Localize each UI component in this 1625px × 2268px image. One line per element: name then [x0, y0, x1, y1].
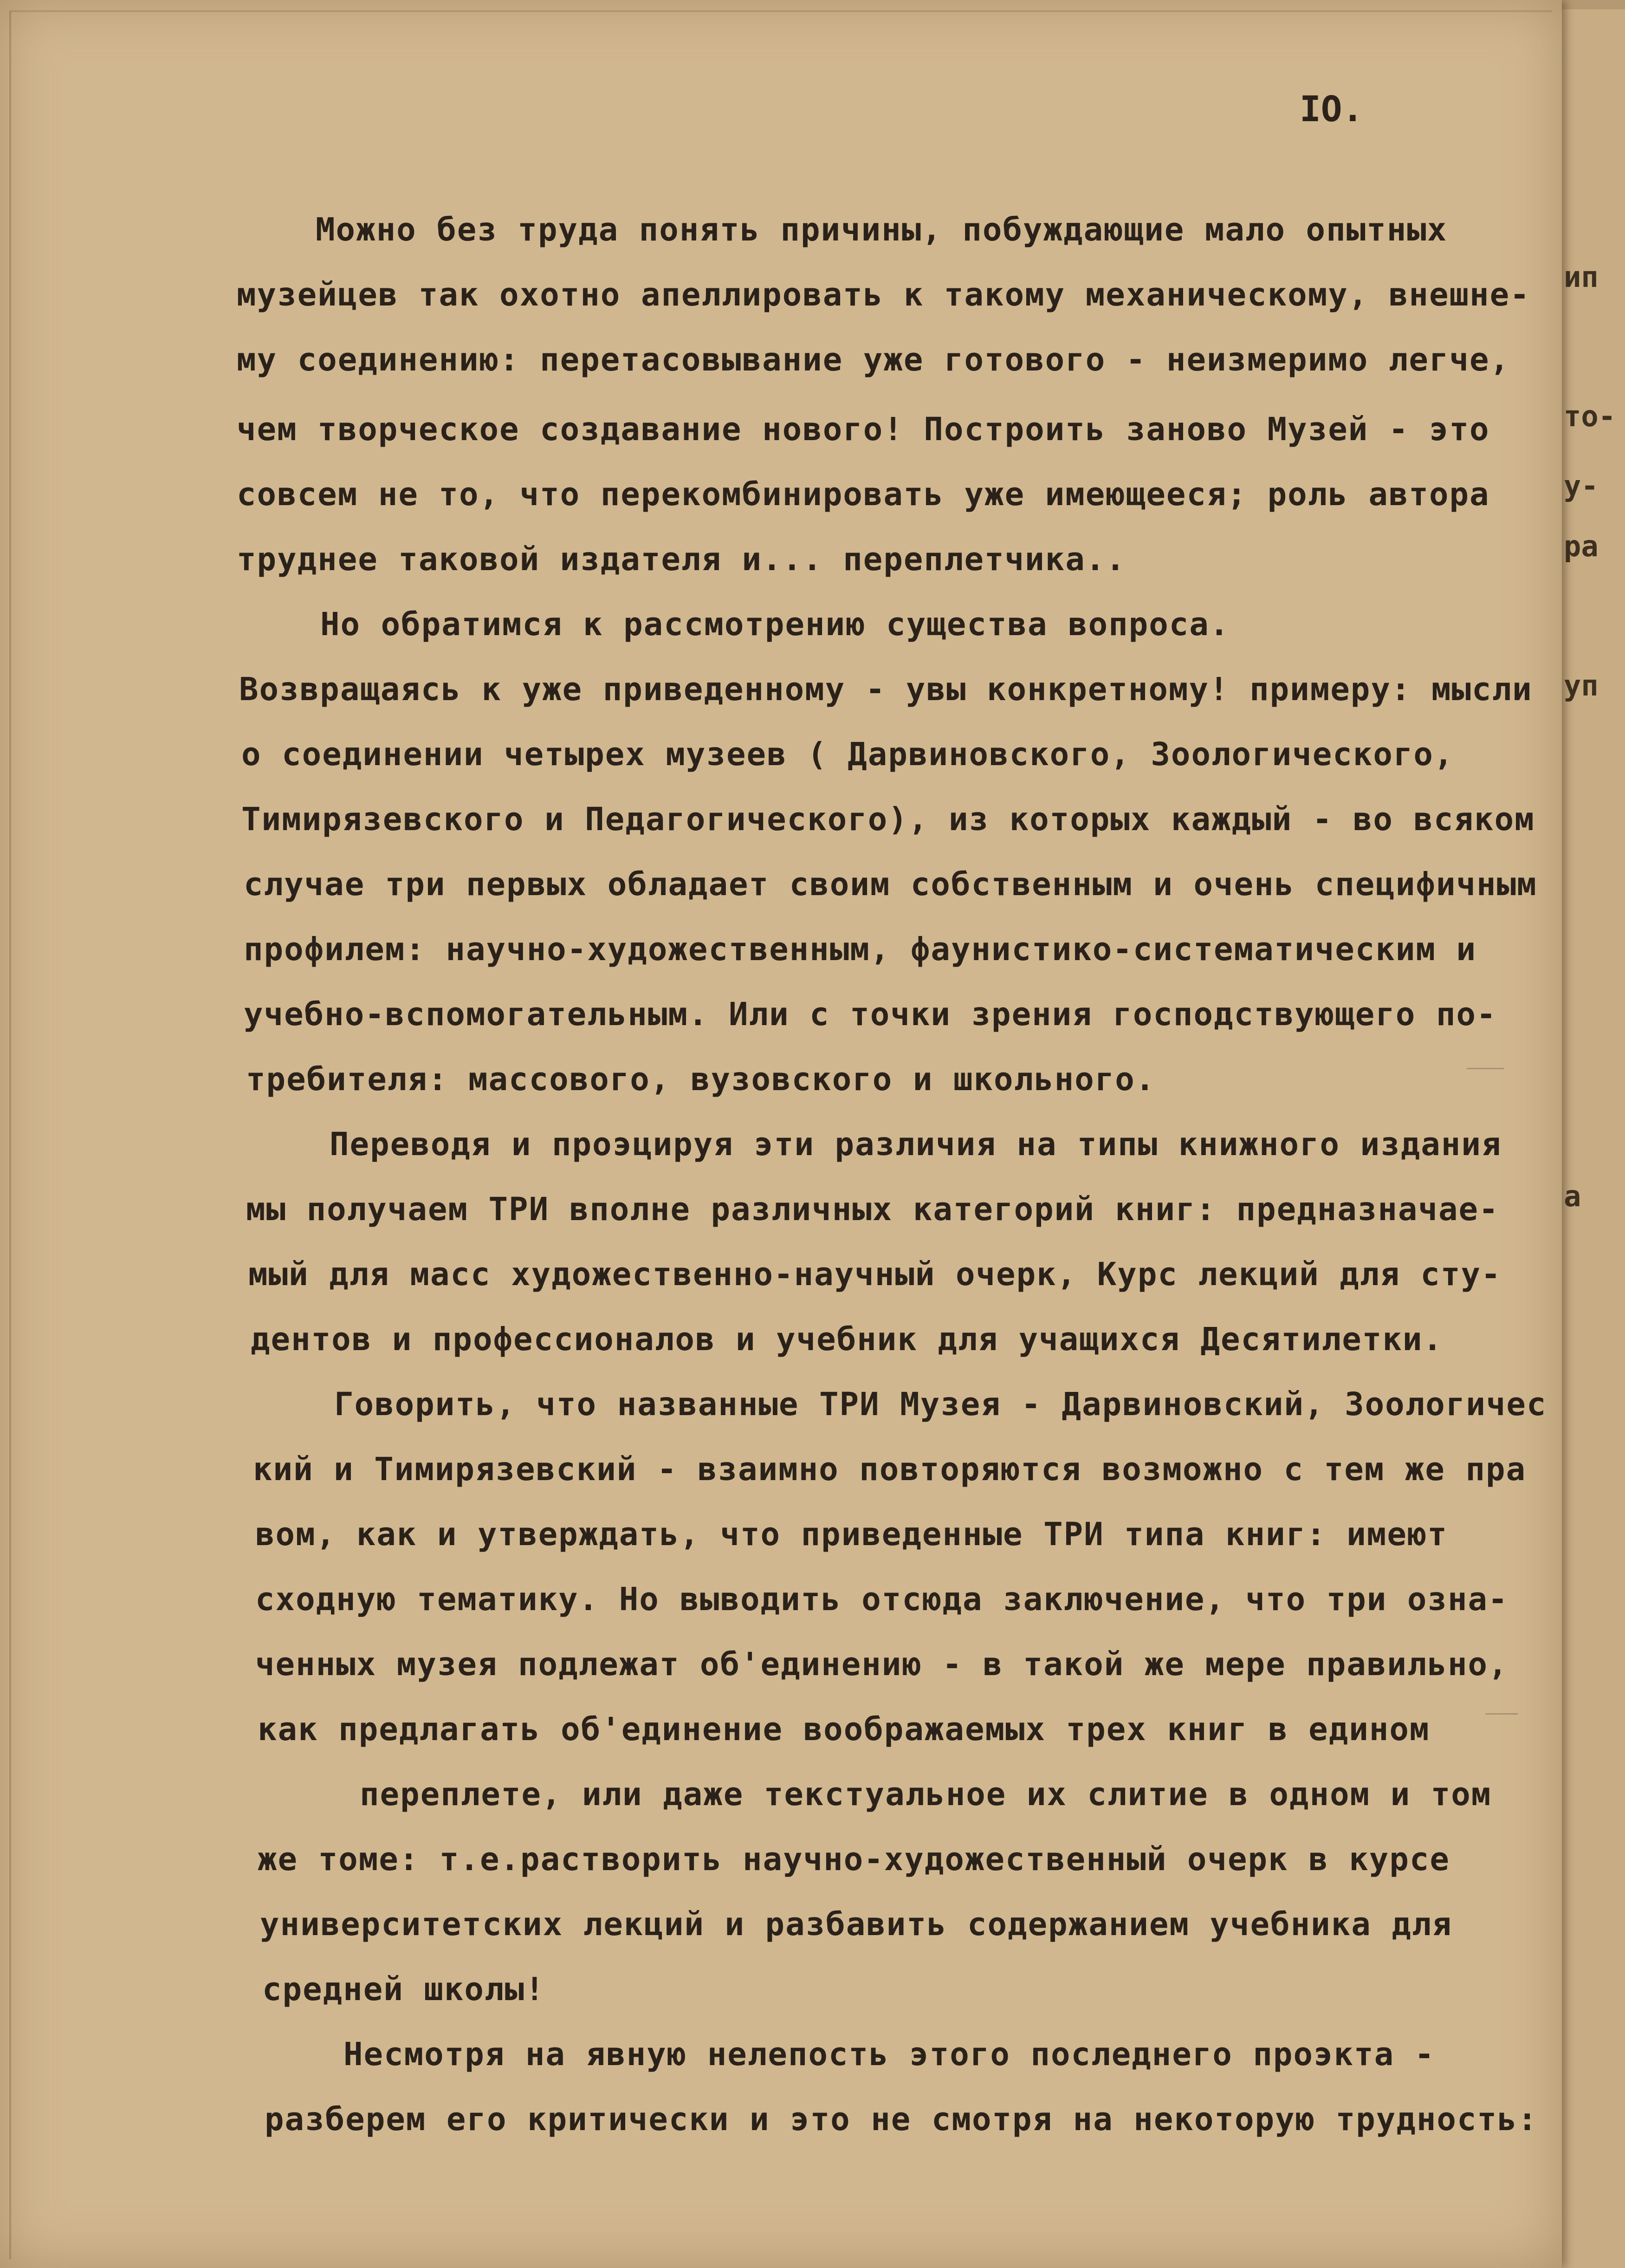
text-line: переплете, или даже текстуальное их слитие в одном и том — [360, 1776, 1492, 1813]
text-line: средней школы! — [262, 1971, 545, 2008]
text-line: му соединению: перетасовывание уже готового - неизмеримо легче, — [237, 341, 1510, 378]
text-line: Переводя и проэцируя эти различия на типы книжного издания — [330, 1126, 1502, 1163]
adjacent-fragment: а — [1564, 1179, 1581, 1213]
text-line: разберем его критически и это не смотря на некоторую трудность: — [265, 2101, 1538, 2138]
adjacent-fragment: ип — [1564, 260, 1599, 294]
text-line: Но обратимся к рассмотрению существа вопроса. — [320, 606, 1230, 643]
page-number: IO. — [1300, 88, 1364, 130]
text-line: труднее таковой издателя и... переплетчика.. — [237, 541, 1126, 578]
adjacent-fragment: у- — [1564, 469, 1599, 503]
adjacent-fragment: ра — [1564, 529, 1599, 563]
text-line: ченных музея подлежат об'единению - в такой же мере правильно, — [255, 1646, 1508, 1683]
text-line: же томе: т.е.растворить научно-художественный очерк в курсе — [258, 1841, 1450, 1878]
text-line: Несмотря на явную нелепость этого последнего проэкта - — [343, 2036, 1435, 2073]
text-line: кий и Тимирязевский - взаимно повторяются возможно с тем же пра — [253, 1451, 1527, 1488]
adjacent-fragment: уп — [1564, 669, 1599, 702]
text-line: о соединении четырех музеев ( Дарвиновского, Зоологического, — [241, 736, 1454, 773]
text-line: учебно-вспомогательным. Или с точки зрения господствующего по- — [244, 996, 1497, 1033]
pencil-mark — [1485, 1713, 1518, 1715]
text-line: Говорить, что названные ТРИ Музея - Дарвиновский, Зоологичес — [334, 1386, 1547, 1423]
pencil-mark — [1467, 1068, 1504, 1069]
adjacent-fragment: то- — [1564, 399, 1616, 433]
text-line: мый для масс художественно-научный очерк, Курс лекций для сту- — [248, 1256, 1502, 1293]
text-line: вом, как и утверждать, что приведенные ТРИ типа книг: имеют — [255, 1516, 1448, 1553]
text-line: университетских лекций и разбавить содержанием учебника для — [260, 1906, 1452, 1943]
text-line: чем творческое создавание нового! Построить заново Музей - это — [237, 411, 1490, 448]
text-line: Можно без труда понять причины, побуждающие мало опытных — [316, 211, 1448, 248]
text-line: требителя: массового, вузовского и школьного. — [246, 1061, 1156, 1098]
text-line: Возвращаясь к уже приведенному - увы конкретному! примеру: мысли — [239, 671, 1533, 708]
text-line: музейцев так охотно апеллировать к такому механическому, внешне- — [237, 276, 1530, 313]
adjacent-sheet — [1553, 9, 1625, 2268]
text-line: мы получаем ТРИ вполне различных категорий книг: предназначае- — [246, 1191, 1499, 1228]
text-line: совсем не то, что перекомбинировать уже имеющееся; роль автора — [237, 476, 1490, 513]
text-line: сходную тематику. Но выводить отсюда заключение, что три озна- — [255, 1581, 1508, 1618]
text-line: профилем: научно-художественным, фаунистико-систематическим и — [244, 931, 1477, 968]
text-line: случае три первых обладает своим собственным и очень специфичным — [244, 866, 1537, 903]
text-line: как предлагать об'единение воображаемых трех книг в едином — [258, 1711, 1430, 1748]
text-line: Тимирязевского и Педагогического), из которых каждый - во всяком — [241, 801, 1535, 838]
text-line: дентов и профессионалов и учебник для учащихся Десятилетки. — [251, 1321, 1443, 1358]
